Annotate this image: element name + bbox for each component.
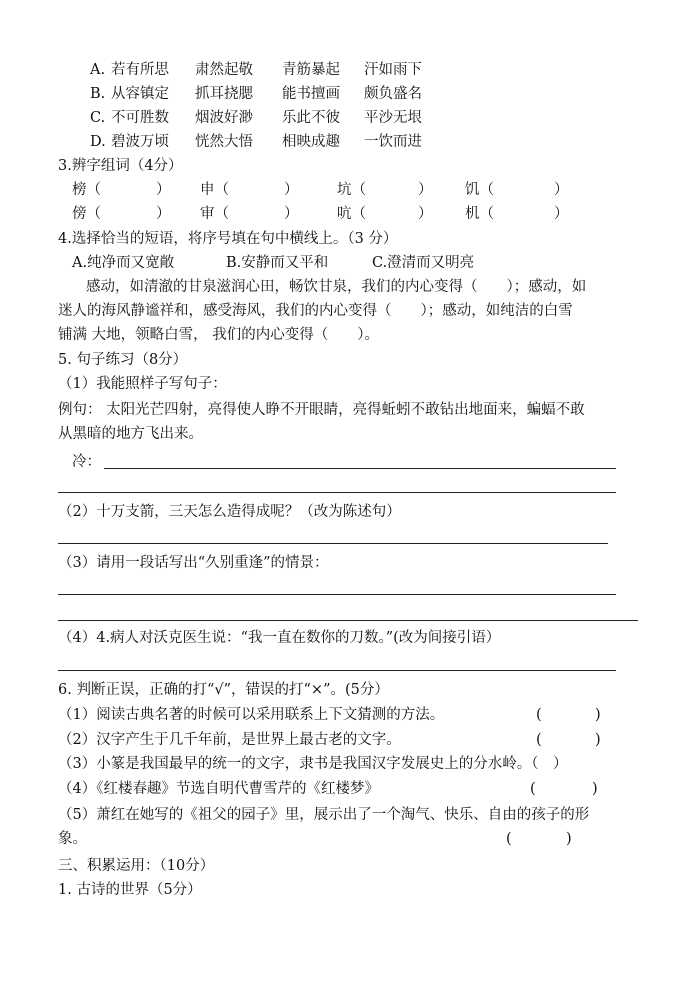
char-prompt: 申（ [200, 182, 229, 198]
char-prompt: 榜（ [72, 182, 101, 198]
char-prompt: 机（ [465, 206, 494, 222]
q3-title: 3.辨字组词（4分） [58, 158, 183, 174]
option-label: C. [90, 110, 106, 126]
option-item: 肃然起敬 [195, 62, 253, 78]
q6-item: （3）小篆是我国最早的统一的文字，隶书是我国汉字发展史上的分水岭。（ ） [58, 756, 568, 772]
option-item: 平沙无垠 [364, 110, 422, 126]
judge-paren-close: ) [595, 707, 601, 723]
section-3-sub-1: 1. 古诗的世界（5分） [58, 882, 202, 898]
section-3-title: 三、积累运用：（10分） [58, 858, 215, 874]
paren-close: ） [284, 206, 299, 222]
judge-paren-close: ) [566, 831, 572, 847]
q5-sub-2: （2）十万支箭，三天怎么造得成呢？（改为陈述句） [58, 504, 401, 520]
char-prompt: 傍（ [72, 206, 101, 222]
q5-example-line: 从黑暗的地方飞出来。 [58, 426, 203, 442]
judge-paren-open: ( [536, 732, 542, 748]
char-prompt: 坑（ [337, 182, 366, 198]
option-item: 烟波好渺 [195, 110, 253, 126]
option-item: 不可胜数 [111, 110, 169, 126]
option-item: 恍然大悟 [195, 134, 253, 150]
option-label: A. [90, 62, 106, 78]
option-item: 抓耳挠腮 [195, 86, 253, 102]
q4-paragraph-line: 感动，如清澈的甘泉滋润心田，畅饮甘泉，我们的内心变得（ ）；感动，如 [86, 279, 587, 295]
q6-item: （2）汉字产生于几千年前，是世界上最古老的文字。 [58, 732, 401, 748]
q6-item: 象。 [58, 831, 87, 847]
q5-sub-4: （4）4.病人对沃克医生说：“我一直在数你的刀数。”(改为间接引语） [58, 630, 501, 646]
judge-paren-open: ( [530, 781, 536, 797]
option-item: 乐此不彼 [282, 110, 340, 126]
q5-cold-label: 冷： [72, 454, 101, 470]
paren-close: ） [156, 182, 171, 198]
q5-sub-3: （3）请用一段话写出“久别重逢”的情景： [58, 555, 329, 571]
paren-close: ） [418, 182, 433, 198]
judge-paren-open: ( [536, 707, 542, 723]
q6-item: （1）阅读古典名著的时候可以采用联系上下文猜测的方法。 [58, 707, 445, 723]
answer-line [58, 492, 616, 493]
q4-title: 4.选择恰当的短语，将序号填在句中横线上。（3 分） [58, 231, 398, 247]
option-item: 相映成趣 [282, 134, 340, 150]
char-prompt: 吭（ [337, 206, 366, 222]
q5-title: 5. 句子练习（8分） [58, 352, 188, 368]
option-item: 颇负盛名 [364, 86, 422, 102]
option-item: 若有所思 [111, 62, 169, 78]
q5-sub-1: （1）我能照样子写句子： [58, 376, 227, 392]
judge-paren-open: ( [506, 831, 512, 847]
answer-line [104, 468, 616, 469]
option-item: 一饮而进 [364, 134, 422, 150]
answer-line [58, 620, 638, 621]
paren-close: ） [554, 182, 569, 198]
char-prompt: 饥（ [465, 182, 494, 198]
paren-close: ） [284, 182, 299, 198]
option-item: 从容镇定 [111, 86, 169, 102]
q5-example-line: 例句： 太阳光芒四射，亮得使人睁不开眼睛，亮得蚯蚓不敢钻出地面来，蝙蝠不敢 [58, 402, 585, 418]
q6-title: 6. 判断正误，正确的打“√”，错误的打“×”。(5分） [58, 682, 389, 698]
option-item: 碧波万顷 [111, 134, 169, 150]
choice-a: A.纯净而又宽敞 [72, 255, 175, 271]
option-item: 汗如雨下 [364, 62, 422, 78]
option-item: 青筋暴起 [282, 62, 340, 78]
judge-paren-close: ) [592, 781, 598, 797]
option-item: 能书擅画 [282, 86, 340, 102]
q4-paragraph-line: 迷人的海风静谧祥和，感受海风，我们的内心变得（ ）；感动，如纯洁的白雪 [58, 303, 573, 319]
answer-line [58, 543, 608, 544]
option-label: B. [90, 86, 106, 102]
answer-line [58, 670, 616, 671]
option-label: D. [90, 134, 106, 150]
choice-b: B.安静而又平和 [226, 255, 329, 271]
answer-line [58, 594, 616, 595]
q6-item: （4）《红楼春趣》节选自明代曹雪芹的《红楼梦》 [58, 781, 379, 797]
char-prompt: 审（ [200, 206, 229, 222]
judge-paren-close: ) [595, 732, 601, 748]
q6-item: （5）萧红在她写的《祖父的园子》里，展示出了一个淘气、快乐、自由的孩子的形 [58, 807, 590, 823]
paren-close: ） [418, 206, 433, 222]
paren-close: ） [554, 206, 569, 222]
paren-close: ） [156, 206, 171, 222]
choice-c: C.澄清而又明亮 [372, 255, 475, 271]
q4-paragraph-line: 铺满 大地，领略白雪， 我们的内心变得（ ）。 [58, 327, 379, 343]
